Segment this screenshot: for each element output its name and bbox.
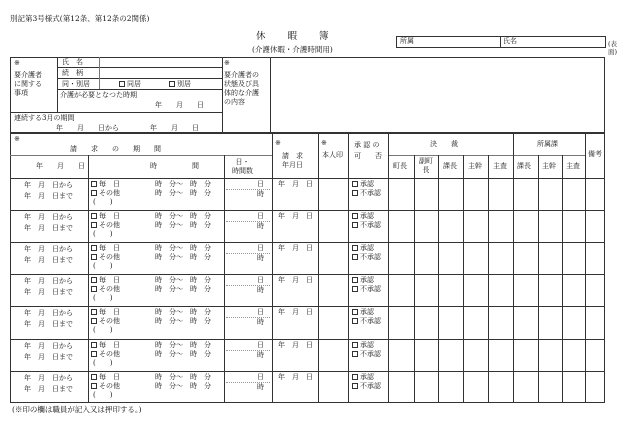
form-id: 別記第3号様式(第12条、第12条の2関係) bbox=[10, 14, 150, 23]
decision-col-section-chief: 課長 bbox=[443, 162, 457, 170]
daily-checkbox[interactable] bbox=[91, 245, 97, 251]
reject-label: 不承認 bbox=[360, 253, 381, 262]
approve-checkbox[interactable] bbox=[352, 277, 358, 283]
other-label: その他 bbox=[99, 349, 120, 358]
time-range: 時 分～ 時 分 bbox=[155, 317, 211, 326]
other-checkbox[interactable] bbox=[91, 351, 97, 357]
period-from: 年 月 日から bbox=[24, 277, 73, 286]
request-mark: ※ bbox=[14, 135, 20, 143]
other-checkbox[interactable] bbox=[91, 318, 97, 324]
request-date-mark: ※ bbox=[275, 139, 281, 147]
other-checkbox[interactable] bbox=[91, 383, 97, 389]
remarks-header: 備考 bbox=[588, 150, 602, 158]
period-to: 年 月 日まで bbox=[24, 320, 73, 329]
status-mark: ※ bbox=[224, 59, 230, 67]
other-detail: ( ) bbox=[93, 262, 113, 271]
other-label: その他 bbox=[99, 381, 120, 390]
time-range: 時 分～ 時 分 bbox=[155, 189, 211, 197]
dept-col-section-chief: 課長 bbox=[517, 162, 531, 170]
daily-label: 毎 日 bbox=[99, 340, 120, 349]
period-to: 年 月 日まで bbox=[24, 384, 73, 393]
request-date: 年 月 日 bbox=[278, 180, 313, 188]
seal-mark: ※ bbox=[321, 139, 327, 147]
other-detail: ( ) bbox=[93, 294, 113, 303]
request-date: 年 月 日 bbox=[278, 212, 313, 221]
separate-option: 別居 bbox=[177, 80, 191, 88]
period-from: 年 月 日から bbox=[24, 181, 73, 189]
request-date: 年 月 日 bbox=[278, 340, 313, 349]
other-checkbox[interactable] bbox=[91, 190, 97, 196]
daily-checkbox[interactable] bbox=[91, 342, 97, 348]
person-mark: ※ bbox=[14, 59, 20, 67]
approve-checkbox[interactable] bbox=[352, 181, 358, 187]
other-label: その他 bbox=[99, 221, 120, 230]
other-detail: ( ) bbox=[93, 358, 113, 367]
hour-unit: 時 bbox=[257, 254, 264, 263]
reject-label: 不承認 bbox=[360, 349, 381, 358]
seal-header: 本人印 bbox=[322, 151, 343, 159]
cohabit-label: 同・別居 bbox=[62, 80, 90, 88]
time-range: 時 分～ 時 分 bbox=[155, 253, 211, 262]
approve-label: 承認 bbox=[360, 212, 374, 221]
hour-unit: 時 bbox=[257, 382, 264, 391]
hour-unit: 時 bbox=[257, 222, 264, 231]
day-unit: 日 bbox=[257, 340, 264, 349]
day-unit: 日 bbox=[257, 276, 264, 285]
continuous-period-from: 年 月 日から bbox=[56, 124, 119, 132]
time-range: 時 分～ 時 分 bbox=[155, 180, 211, 188]
day-unit: 日 bbox=[257, 180, 264, 188]
other-label: その他 bbox=[99, 253, 120, 262]
day-unit: 日 bbox=[257, 308, 264, 317]
time-range: 時 分～ 時 分 bbox=[155, 276, 211, 285]
dept-label: 所属 bbox=[400, 37, 414, 45]
time-header: 時 間 bbox=[150, 162, 199, 170]
reject-checkbox[interactable] bbox=[352, 222, 358, 228]
other-checkbox[interactable] bbox=[91, 222, 97, 228]
care-recipient-name-label: 氏 名 bbox=[62, 58, 83, 66]
daily-checkbox[interactable] bbox=[91, 181, 97, 187]
side-label: (表面) bbox=[608, 40, 618, 57]
daily-checkbox[interactable] bbox=[91, 374, 97, 380]
decision-col-chief-clerk: 主査 bbox=[493, 162, 507, 170]
relation-label: 続 柄 bbox=[62, 69, 83, 77]
daily-checkbox[interactable] bbox=[91, 309, 97, 315]
reject-label: 不承認 bbox=[360, 189, 381, 197]
reject-checkbox[interactable] bbox=[352, 318, 358, 324]
approve-label: 承認 bbox=[360, 180, 374, 188]
request-date: 年 月 日 bbox=[278, 372, 313, 381]
reject-checkbox[interactable] bbox=[352, 286, 358, 292]
reject-label: 不承認 bbox=[360, 221, 381, 230]
time-range: 時 分～ 時 分 bbox=[155, 308, 211, 317]
time-range: 時 分～ 時 分 bbox=[155, 285, 211, 294]
dept-header: 所属課 bbox=[537, 140, 558, 148]
request-period-header: 請 求 の 期 間 bbox=[70, 145, 161, 153]
other-detail: ( ) bbox=[93, 198, 113, 206]
request-date: 年 月 日 bbox=[278, 276, 313, 285]
period-to: 年 月 日まで bbox=[24, 352, 73, 361]
approve-label: 承認 bbox=[360, 276, 374, 285]
time-range: 時 分～ 時 分 bbox=[155, 340, 211, 349]
cohabit-checkbox[interactable] bbox=[119, 81, 125, 87]
daily-label: 毎 日 bbox=[99, 276, 120, 285]
day-unit: 日 bbox=[257, 212, 264, 221]
time-range: 時 分～ 時 分 bbox=[155, 381, 211, 390]
approval-header: 承 認 の 可 否 bbox=[354, 141, 382, 160]
time-range: 時 分～ 時 分 bbox=[155, 221, 211, 230]
other-label: その他 bbox=[99, 189, 120, 197]
period-from: 年 月 日から bbox=[24, 213, 73, 222]
reject-label: 不承認 bbox=[360, 317, 381, 326]
decision-col-mayor: 町長 bbox=[393, 162, 407, 170]
hour-unit: 時 bbox=[257, 190, 264, 198]
approve-checkbox[interactable] bbox=[352, 374, 358, 380]
other-checkbox[interactable] bbox=[91, 286, 97, 292]
daily-label: 毎 日 bbox=[99, 180, 120, 188]
period-to: 年 月 日まで bbox=[24, 256, 73, 265]
period-from: 年 月 日から bbox=[24, 309, 73, 318]
dept-col-senior: 主幹 bbox=[542, 162, 556, 170]
request-date-header: 請 求 年月日 bbox=[282, 152, 303, 170]
daily-checkbox[interactable] bbox=[91, 213, 97, 219]
page-title: 休暇簿 bbox=[256, 31, 351, 42]
continuous-period-label: 連続する3月の期間 bbox=[14, 114, 75, 122]
dept-col-chief-clerk: 主査 bbox=[566, 162, 580, 170]
other-label: その他 bbox=[99, 317, 120, 326]
reject-checkbox[interactable] bbox=[352, 190, 358, 196]
other-detail: ( ) bbox=[93, 390, 113, 399]
days-hours-header: 日・ 時間数 bbox=[232, 158, 253, 176]
reject-label: 不承認 bbox=[360, 381, 381, 390]
page-subtitle: (介護休暇・介護時間用) bbox=[252, 45, 333, 54]
reject-label: 不承認 bbox=[360, 285, 381, 294]
approve-checkbox[interactable] bbox=[352, 309, 358, 315]
hour-unit: 時 bbox=[257, 350, 264, 359]
person-label: 要介護者 に関する 事項 bbox=[14, 71, 42, 98]
daily-checkbox[interactable] bbox=[91, 277, 97, 283]
decision-col-deputy-mayor: 副町 長 bbox=[419, 157, 433, 175]
reject-checkbox[interactable] bbox=[352, 254, 358, 260]
period-to: 年 月 日まで bbox=[24, 192, 73, 200]
care-needed-period-label: 介護が必要となつた時期 bbox=[60, 91, 137, 99]
decision-header: 決 裁 bbox=[430, 140, 458, 148]
period-from: 年 月 日から bbox=[24, 373, 73, 382]
day-unit: 日 bbox=[257, 372, 264, 381]
other-label: その他 bbox=[99, 285, 120, 294]
day-unit: 日 bbox=[257, 244, 264, 253]
row-divider bbox=[10, 339, 605, 340]
approve-checkbox[interactable] bbox=[352, 342, 358, 348]
reject-checkbox[interactable] bbox=[352, 351, 358, 357]
name-label: 氏名 bbox=[503, 37, 517, 45]
approve-checkbox[interactable] bbox=[352, 213, 358, 219]
footnote: (※印の欄は職員が記入又は押印する。) bbox=[12, 405, 142, 414]
row-divider bbox=[10, 371, 605, 372]
reject-checkbox[interactable] bbox=[352, 383, 358, 389]
other-detail: ( ) bbox=[93, 230, 113, 239]
other-detail: ( ) bbox=[93, 326, 113, 335]
daily-label: 毎 日 bbox=[99, 308, 120, 317]
approve-checkbox[interactable] bbox=[352, 245, 358, 251]
row-divider bbox=[10, 210, 605, 211]
period-from: 年 月 日から bbox=[24, 341, 73, 350]
hour-unit: 時 bbox=[257, 286, 264, 295]
approve-label: 承認 bbox=[360, 244, 374, 253]
time-range: 時 分～ 時 分 bbox=[155, 349, 211, 358]
approve-label: 承認 bbox=[360, 308, 374, 317]
cohabit-option: 同居 bbox=[127, 80, 141, 88]
hour-unit: 時 bbox=[257, 318, 264, 327]
care-needed-period-date: 年 月 日 bbox=[155, 101, 204, 109]
continuous-period-to: 年 月 日 bbox=[150, 124, 199, 132]
request-date: 年 月 日 bbox=[278, 308, 313, 317]
time-range: 時 分～ 時 分 bbox=[155, 372, 211, 381]
approve-label: 承認 bbox=[360, 372, 374, 381]
request-date: 年 月 日 bbox=[278, 244, 313, 253]
approve-label: 承認 bbox=[360, 340, 374, 349]
daily-label: 毎 日 bbox=[99, 212, 120, 221]
other-checkbox[interactable] bbox=[91, 254, 97, 260]
period-to: 年 月 日まで bbox=[24, 288, 73, 297]
decision-col-senior: 主幹 bbox=[468, 162, 482, 170]
period-to: 年 月 日まで bbox=[24, 224, 73, 233]
separate-checkbox[interactable] bbox=[169, 81, 175, 87]
period-from: 年 月 日から bbox=[24, 245, 73, 254]
header-dept-name-box bbox=[396, 36, 606, 48]
time-range: 時 分～ 時 分 bbox=[155, 244, 211, 253]
status-label: 要介護者の 状態及び具 体的な介護 の内容 bbox=[224, 71, 259, 107]
time-range: 時 分～ 時 分 bbox=[155, 212, 211, 221]
daily-label: 毎 日 bbox=[99, 372, 120, 381]
daily-label: 毎 日 bbox=[99, 244, 120, 253]
date-header: 年 月 日 bbox=[36, 162, 85, 170]
